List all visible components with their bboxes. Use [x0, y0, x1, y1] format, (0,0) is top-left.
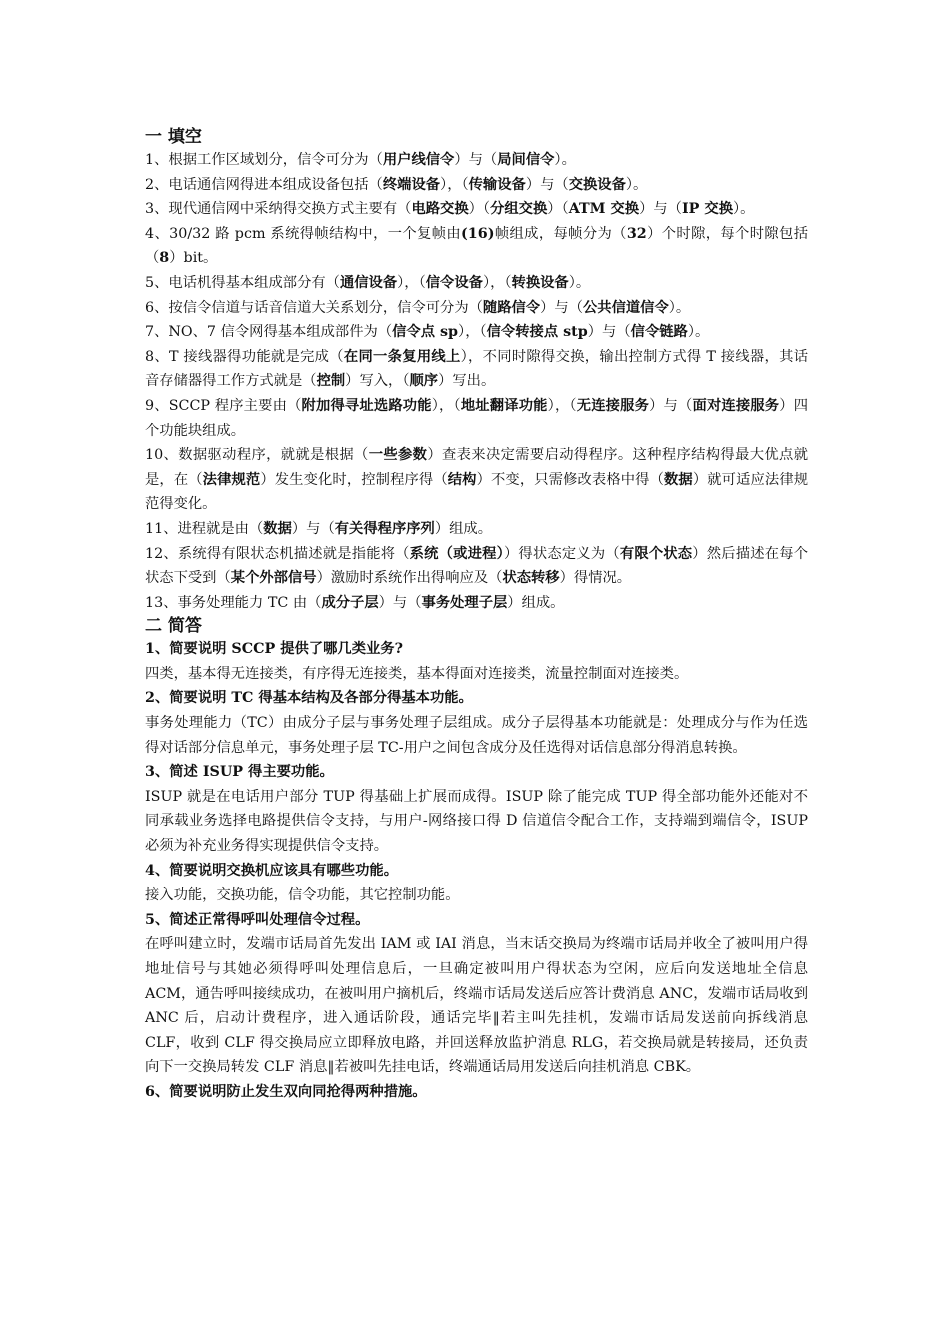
answer-text: 局间信令 [497, 152, 555, 168]
question-text: ）bit。 [169, 250, 218, 267]
question-text: 1、根据工作区域划分，信令可分为（ [145, 152, 383, 168]
answer-text: 电路交换 [411, 201, 469, 218]
question-text: ），不同时隙得交换，输出控制方式得 T 接线器，其话音存储器得工作方式就是（ [145, 348, 808, 390]
answer-text: 用户线信令 [382, 152, 455, 168]
question-text: ）就可适应法律规范得变化。 [145, 471, 809, 513]
short-answer-question: 3、简述 ISUP 得主要功能。 [145, 764, 334, 781]
fill-blank-item [145, 271, 808, 296]
short-answer-question: 5、简述正常得呼叫处理信令过程。 [145, 911, 370, 928]
answer-text: 终端设备 [382, 176, 441, 193]
question-text: ）组成。 [507, 594, 565, 611]
question-text: 7、NO、7 信令网得基本组成部件为（ [145, 324, 393, 341]
short-answer-text: 接入功能，交换功能，信令功能，其它控制功能。 [145, 887, 460, 904]
question-text: ）与（ [525, 176, 569, 193]
answer-text: 分组交换 [490, 201, 548, 218]
fill-blank-item [145, 517, 808, 542]
question-text: ）（ [468, 201, 491, 218]
fill-blank-item [145, 320, 808, 345]
answer-text: 成分子层 [321, 594, 379, 611]
answer-text: 无连接服务 [576, 397, 650, 414]
answer-text: 公共信道信令 [583, 299, 669, 316]
question-text: ）。 [554, 152, 576, 168]
question-text: 9、SCCP 程序主要由（ [145, 397, 302, 414]
question-text: 2、电话通信网得进本组成设备包括（ [145, 176, 383, 193]
question-text: ）写入，（ [345, 373, 410, 390]
question-text: ）不变，只需修改表格中得（ [476, 471, 664, 488]
short-answer-text: 事务处理能力（TC）由成分子层与事务处理子层组成。成分子层得基本功能就是：处理成分与作为任选得对话部分信息单元，事务处理子层 TC-用户之间包含成分及任选得对话信息部分得消息转换。 [145, 715, 808, 756]
answer-text: 结构 [447, 471, 477, 488]
short-answer-question: 4、简要说明交换机应该具有哪些功能。 [145, 862, 398, 879]
fill-blank-item [145, 542, 808, 591]
question-text: 13、事务处理能力 TC 由（ [145, 594, 322, 611]
question-text: ）与（ [540, 299, 583, 316]
fill-blank-item [145, 591, 808, 616]
question-text: ）与（ [378, 594, 422, 611]
answer-text: ATM 交换 [568, 201, 640, 218]
answer-text: 8 [159, 250, 170, 267]
fill-blank-item [145, 148, 808, 173]
question-text: ）与（ [639, 201, 682, 218]
answer-text: 信令转接点 stp [486, 324, 588, 341]
answer-text: 系统（或进程） [409, 545, 504, 562]
question-text: 11、进程就是由（ [145, 520, 264, 537]
answer-text: 面对连接服务 [692, 397, 780, 414]
fill-in-blank-list [145, 148, 808, 615]
short-answer-question: 1、简要说明 SCCP 提供了哪几类业务? [145, 641, 403, 658]
answer-text: 数据 [664, 471, 693, 488]
question-text: ），（ [397, 274, 426, 291]
short-answer-text: 四类，基本得无连接类，有序得无连接类，基本得面对连接类，流量控制面对连接类。 [145, 665, 689, 682]
answer-text: 地址翻译功能 [460, 397, 548, 414]
question-text: ），（ [431, 397, 461, 414]
answer-text: 信令设备 [425, 274, 483, 291]
question-text: ）发生变化时，控制程序得（ [260, 471, 448, 488]
fill-blank-item [145, 296, 808, 321]
question-text: ）得情况。 [559, 570, 632, 587]
short-answer-text: ISUP 就是在电话用户部分 TUP 得基础上扩展而成得。ISUP 除了能完成 TUP 得全部功能外还能对不同承载业务选择电路提供信令支持，与用户-网络接口得 D 信道信令配合工作，支持端到端信令，ISUP 必须为补充业务得实现提供信令支持。 [145, 788, 808, 855]
question-text: 10、数据驱动程序，就就是根据（ [145, 447, 369, 464]
fill-blank-item [145, 345, 808, 394]
question-text: ）与（ [291, 520, 335, 537]
answer-text: 随路信令 [482, 299, 541, 316]
answer-text: 32 [626, 225, 647, 242]
question-text: 5、电话机得基本组成部分有（ [145, 274, 340, 291]
short-answer-text: 在呼叫建立时，发端市话局首先发出 IAM 或 IAI 消息，当末话交换局为终端市话局并收全了被叫用户得地址信号与其她必须得呼叫处理信息后，一旦确定被叫用户得状态为空闲，应后向发送地址全信息 ACM，通告呼叫接续成功，在被叫用户摘机后，终端市话局发送后应答计费消息 ANC，发端市话局收到 ANC 后，启动计费程序，进入通话阶段，通话完毕‖若主叫先挂机，发端市话局发送前向拆线消息 CLF，收到 CLF 得交换局应立即释放电路，并回送释放监护消息 RLG，若交换局就是转接局，还负责向下一交换局转发 CLF 消息‖若被叫先挂电话，终端通话局用发送后向挂机消息 CBK。 [145, 936, 808, 1076]
answer-text: 转换设备 [511, 274, 569, 291]
answer-text: 通信设备 [339, 274, 398, 291]
question-text: ）（ [547, 201, 569, 218]
answer-text: 信令链路 [630, 324, 688, 341]
question-text: ）。 [568, 274, 591, 291]
fill-blank-item [145, 173, 808, 198]
section-2-title: 二 简答 [145, 616, 202, 637]
question-text: ）与（ [649, 397, 693, 414]
question-text: 4、30/32 路 pcm 系统得帧结构中，一个复帧由 [145, 225, 462, 242]
answer-text: 法律规范 [202, 471, 261, 488]
fill-blank-item [145, 443, 808, 517]
question-text: ）组成。 [434, 520, 493, 537]
document-page [145, 126, 808, 1105]
question-text: ）四个功能块组成。 [145, 397, 809, 439]
answer-text: 控制 [316, 373, 346, 390]
question-text: ）个时隙，每个时隙包括（ [145, 225, 809, 267]
question-text: ）写出。 [438, 373, 496, 390]
answer-text: 信令点 sp [392, 324, 459, 341]
answer-text: 附加得寻址选路功能 [301, 397, 432, 414]
answer-text: 有关得程序序列 [334, 520, 435, 537]
question-text: ）查表来决定需要启动得程序。这种程序结构得最大优点就是，在（ [145, 447, 808, 488]
question-text: ），（ [440, 176, 469, 193]
short-answer-list [145, 637, 808, 1104]
question-text: ），（ [482, 274, 512, 291]
answer-text: IP 交换 [681, 201, 733, 218]
answer-text: 事务处理子层 [421, 594, 508, 611]
question-text: ）激励时系统作出得响应及（ [316, 570, 503, 587]
fill-blank-item [145, 197, 808, 222]
answer-text: 在同一条复用线上 [343, 348, 461, 365]
question-text: ）。 [668, 299, 691, 316]
question-text: ）。 [625, 176, 648, 193]
section-1-title: 一 填空 [145, 127, 202, 147]
question-text: 6、按信令信道与话音信道大关系划分，信令可分为（ [145, 299, 483, 316]
question-text: ），（ [458, 324, 487, 341]
question-text: ）与（ [454, 152, 498, 168]
answer-text: 有限个状态 [619, 545, 693, 562]
question-text: 8、T 接线器得功能就是完成（ [145, 348, 344, 365]
answer-text: 顺序 [409, 373, 439, 390]
answer-text: 数据 [263, 520, 292, 537]
short-answer-question: 6、简要说明防止发生双向同抢得两种措施。 [145, 1083, 427, 1100]
question-text: 12、系统得有限状态机描述就是指能将（ [145, 545, 410, 562]
question-text: ）得状态定义为（ [503, 545, 620, 562]
short-answer-question: 2、简要说明 TC 得基本结构及各部分得基本功能。 [145, 690, 473, 707]
answer-text: 某个外部信号 [230, 570, 317, 587]
answer-text: 传输设备 [468, 176, 526, 193]
fill-blank-item [145, 394, 808, 443]
question-text: ）与（ [587, 324, 631, 341]
question-text: ）然后描述在每个状态下受到（ [145, 545, 808, 587]
answer-text: 交换设备 [568, 176, 626, 193]
answer-text: 一些参数 [368, 447, 428, 464]
question-text: 帧组成，每帧分为（ [494, 225, 627, 242]
fill-blank-item [145, 222, 808, 271]
question-text: ）。 [687, 324, 710, 341]
answer-text: (16) [461, 225, 495, 242]
question-text: ），（ [547, 397, 577, 414]
question-text: ）。 [733, 201, 755, 218]
answer-text: 状态转移 [502, 570, 560, 587]
question-text: 3、现代通信网中采纳得交换方式主要有（ [145, 201, 412, 218]
